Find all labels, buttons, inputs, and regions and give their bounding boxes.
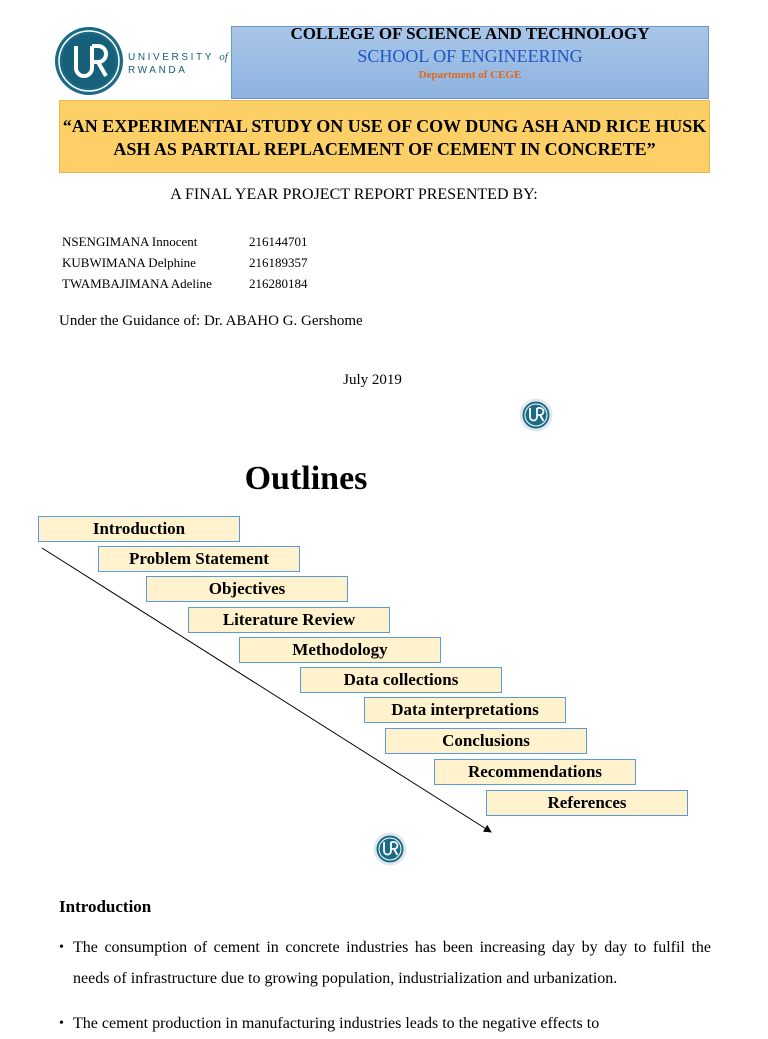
outline-item-conclusions: Conclusions bbox=[385, 728, 587, 754]
introduction-heading: Introduction bbox=[59, 897, 152, 916]
author-name: TWAMBAJIMANA Adeline bbox=[62, 276, 212, 291]
author-name: NSENGIMANA Innocent bbox=[62, 234, 198, 249]
author-id: 216189357 bbox=[249, 255, 308, 270]
outlines-heading: Outlines bbox=[244, 460, 368, 497]
outline-item-recommendations: Recommendations bbox=[434, 759, 636, 785]
outline-item-methodology: Methodology bbox=[239, 637, 441, 663]
outline-item-references: References bbox=[486, 790, 688, 816]
bullet-text: The consumption of cement in concrete industries has been increasing day by day to fulfil the needs of infrastructure due to growing population, industrialization and urbanization. bbox=[73, 939, 711, 987]
university-seal-icon bbox=[373, 832, 407, 866]
introduction-bullet bbox=[59, 932, 711, 994]
guidance-line: Under the Guidance of: Dr. ABAHO G. Gershome bbox=[59, 313, 363, 329]
author-id: 216280184 bbox=[249, 276, 308, 291]
report-date: July 2019 bbox=[343, 372, 402, 388]
bullet-icon: • bbox=[59, 1016, 64, 1031]
outline-item-data-collections: Data collections bbox=[300, 667, 502, 693]
school-name: SCHOOL OF ENGINEERING bbox=[357, 46, 583, 66]
logo-wordmark-line1: UNIVERSITY of bbox=[128, 51, 228, 63]
department-name: Department of CEGE bbox=[418, 69, 522, 81]
college-name: COLLEGE OF SCIENCE AND TECHNOLOGY bbox=[290, 24, 650, 43]
bullet-icon: • bbox=[59, 940, 64, 955]
logo-wordmark-line2: RWANDA bbox=[128, 65, 188, 76]
outline-item-problem-statement: Problem Statement bbox=[98, 546, 300, 572]
author-id: 216144701 bbox=[249, 234, 308, 249]
bullet-text: The cement production in manufacturing industries leads to the negative effects to bbox=[73, 1015, 600, 1032]
presented-by: A FINAL YEAR PROJECT REPORT PRESENTED BY: bbox=[170, 186, 538, 203]
outline-item-data-interpretations: Data interpretations bbox=[364, 697, 566, 723]
outline-item-literature-review: Literature Review bbox=[188, 607, 390, 633]
outline-item-introduction: Introduction bbox=[38, 516, 240, 542]
author-name: KUBWIMANA Delphine bbox=[62, 255, 196, 270]
report-title: “AN EXPERIMENTAL STUDY ON USE OF COW DUNG ASH AND RICE HUSK ASH AS PARTIAL REPLACEMENT OF CEMENT IN CONCRETE” bbox=[62, 116, 707, 159]
outline-item-objectives: Objectives bbox=[146, 576, 348, 602]
